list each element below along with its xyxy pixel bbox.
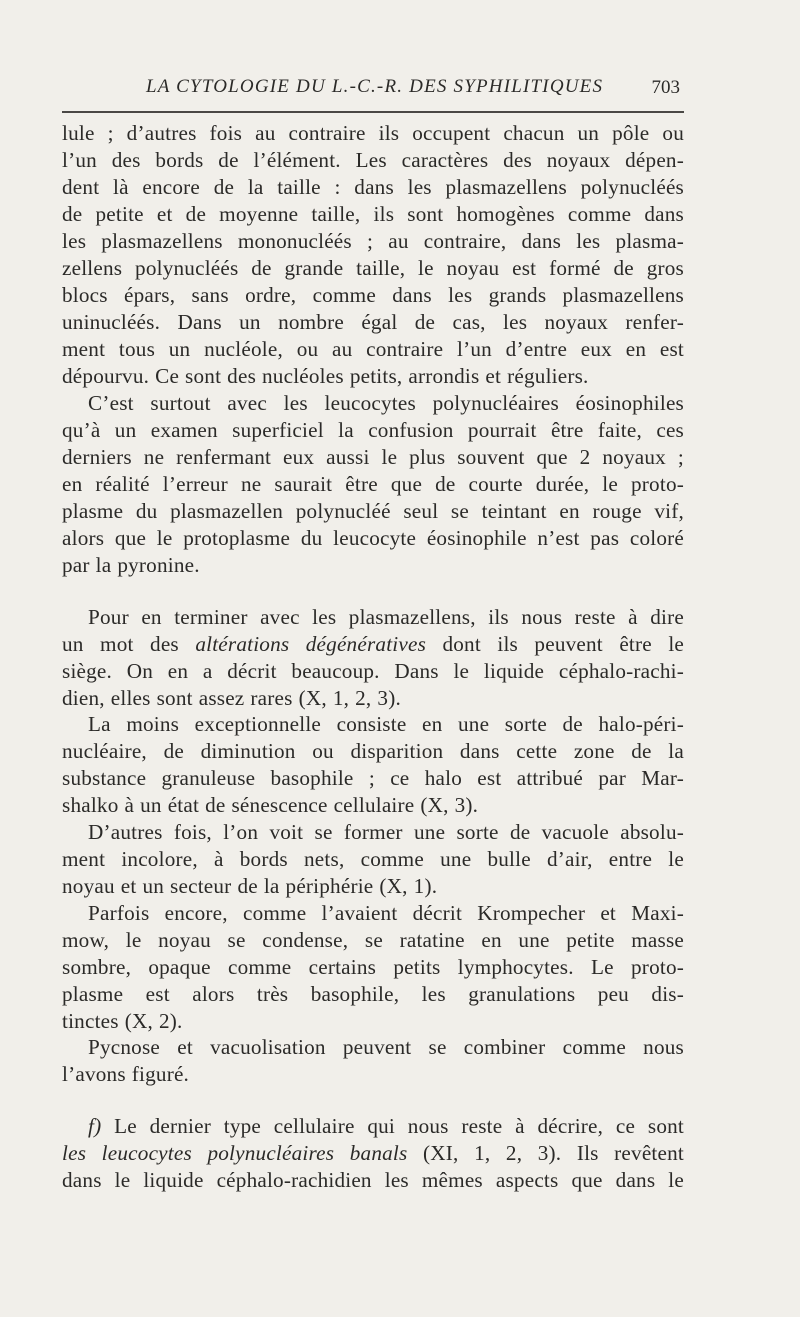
text-line: dien, elles sont assez rares (X, 1, 2, 3).	[62, 686, 401, 710]
text-line: blocs épars, sans ordre, comme dans les grands plasmazellens	[62, 283, 684, 307]
text-line: zellens polynucléés de grande taille, le noyau est formé de gros	[62, 256, 684, 280]
text-line: tinctes (X, 2).	[62, 1009, 183, 1033]
text-line: derniers ne renfermant eux aussi le plus souvent que 2 noyaux ;	[62, 445, 684, 469]
text-line: shalko à un état de sénescence cellulaire (X, 3).	[62, 793, 479, 817]
page-number: 703	[651, 77, 680, 98]
text-line: uninucléés. Dans un nombre égal de cas, les noyaux renfer-	[62, 310, 684, 334]
text-line: substance granuleuse basophile ; ce halo est attribué par Mar-	[62, 766, 684, 790]
paragraph-8	[62, 1113, 684, 1194]
text-line: C’est surtout avec les leucocytes polynucléaires éosinophiles	[88, 391, 684, 415]
running-header	[62, 74, 684, 104]
text-line: sombre, opaque comme certains petits lymphocytes. Le proto-	[62, 955, 684, 979]
text-line: l’avons figuré.	[62, 1062, 190, 1086]
text-line: plasme du plasmazellen polynucléé seul se teintant en rouge vif,	[62, 499, 684, 523]
text-line: plasme est alors très basophile, les granulations peu dis-	[62, 982, 684, 1006]
text-line: D’autres fois, l’on voit se former une sorte de vacuole absolu-	[88, 820, 684, 844]
text-line: de petite et de moyenne taille, ils sont homogènes comme dans	[62, 202, 684, 226]
text-line: en réalité l’erreur ne saurait être que de courte durée, le proto-	[62, 472, 684, 496]
running-title: LA CYTOLOGIE DU L.-C.-R. DES SYPHILITIQUES	[146, 76, 604, 97]
text-line: lule ; d’autres fois au contraire ils occupent chacun un pôle ou	[62, 121, 684, 145]
paragraph-7	[62, 1034, 684, 1088]
text-line-with-italic: f) Le dernier type cellulaire qui nous reste à décrire, ce sont	[88, 1114, 684, 1138]
text-line: Parfois encore, comme l’avaient décrit Krompecher et Maxi-	[88, 901, 684, 925]
text-line: les plasmazellens mononucléés ; au contraire, dans les plasma-	[62, 229, 684, 253]
paragraph-3	[62, 604, 684, 712]
text-line: mow, le noyau se condense, se ratatine en une petite masse	[62, 928, 684, 952]
paragraph-6	[62, 900, 684, 1035]
paragraph-1	[62, 120, 684, 390]
text-line: ment incolore, à bords nets, comme une bulle d’air, entre le	[62, 847, 684, 871]
text-line: noyau et un secteur de la périphérie (X, 1).	[62, 874, 438, 898]
paragraph-2	[62, 390, 684, 579]
text-line: dépourvu. Ce sont des nucléoles petits, arrondis et réguliers.	[62, 364, 589, 388]
text-line: alors que le protoplasme du leucocyte éosinophile n’est pas coloré	[62, 526, 684, 550]
text-line: La moins exceptionnelle consiste en une sorte de halo-péri-	[88, 712, 684, 736]
text-line: siège. On en a décrit beaucoup. Dans le liquide céphalo-rachi-	[62, 659, 684, 683]
paragraph-4	[62, 711, 684, 819]
text-line: l’un des bords de l’élément. Les caractères des noyaux dépen-	[62, 148, 684, 172]
text-line: dans le liquide céphalo-rachidien les mêmes aspects que dans le	[62, 1168, 684, 1192]
header-rule	[62, 111, 684, 113]
text-line-with-italic: un mot des altérations dégénératives dont ils peuvent être le	[62, 632, 685, 656]
text-line: ment tous un nucléole, ou au contraire l’un d’entre eux en est	[62, 337, 684, 361]
text-line: qu’à un examen superficiel la confusion pourrait être faite, ces	[62, 418, 684, 442]
paragraph-5	[62, 819, 684, 900]
italic-text: altérations dégénératives	[195, 632, 427, 656]
italic-text: f)	[88, 1114, 102, 1138]
text-line: par la pyronine.	[62, 553, 200, 577]
text-line: dent là encore de la taille : dans les plasmazellens polynucléés	[62, 175, 684, 199]
italic-text: les leucocytes polynucléaires banals	[62, 1141, 408, 1165]
text-line: Pycnose et vacuolisation peuvent se combiner comme nous	[88, 1035, 684, 1059]
text-line: nucléaire, de diminution ou disparition dans cette zone de la	[62, 739, 684, 763]
text-line: Pour en terminer avec les plasmazellens, ils nous reste à dire	[88, 605, 684, 629]
text-line-with-italic: les leucocytes polynucléaires banals (XI, 1, 2, 3). Ils revêtent	[62, 1141, 685, 1165]
